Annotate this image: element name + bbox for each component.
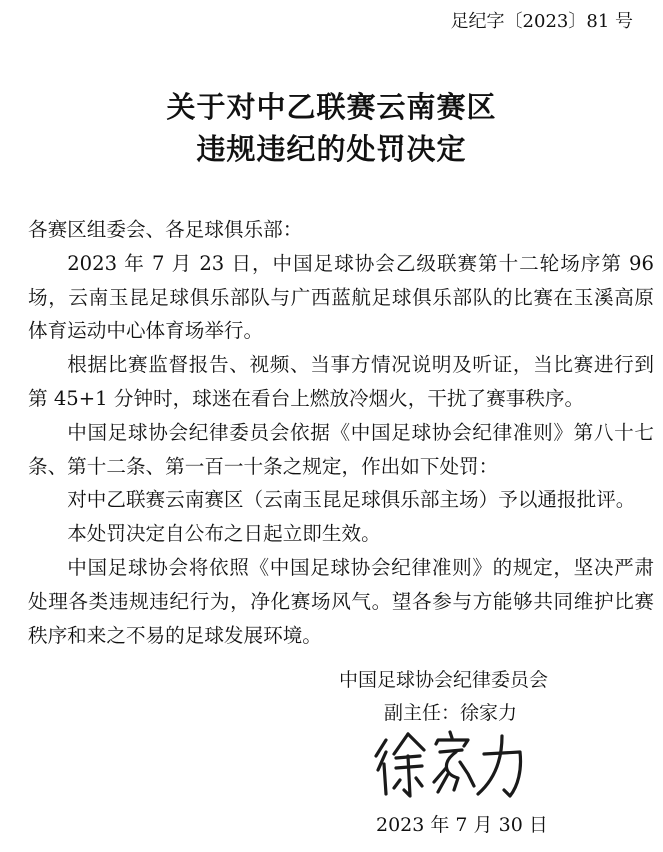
issuing-organization: 中国足球协会纪律委员会 [339,669,549,691]
document-number: 足纪字〔2023〕81 号 [450,11,633,32]
salutation: 各赛区组委会、各足球俱乐部： [28,218,303,241]
document-title-line-2: 违规违纪的处罚决定 [196,132,467,166]
paragraph-match-info: 2023 年 7 月 23 日，中国足球协会乙级联赛第十二轮场序第 96 场，云南玉昆足球俱乐部队与广西蓝航足球俱乐部队的比赛在玉溪高原体育运动中心体育场举行。 [28,251,654,343]
handwritten-signature [372,730,532,800]
paragraph-closing: 中国足球协会将依照《中国足球协会纪律准则》的规定，坚决严肃处理各类违规违纪行为，净化赛场风气。望各参与方能够共同维护比赛秩序和来之不易的足球发展环境。 [28,555,654,647]
paragraph-effective: 本处罚决定自公布之日起立即生效。 [67,522,381,546]
deputy-director-line: 副主任：徐家力 [384,702,518,724]
paragraph-incident: 根据比赛监督报告、视频、当事方情况说明及听证，当比赛进行到第 45+1 分钟时，球迷在看台上燃放冷烟火，干扰了赛事秩序。 [28,353,654,410]
paragraph-legal-basis: 中国足球协会纪律委员会依据《中国足球协会纪律准则》第八十七条、第十二条、第一百一十条之规定，作出如下处罚： [28,420,654,478]
document-title-line-1: 关于对中乙联赛云南赛区 [166,90,497,124]
paragraph-penalty: 对中乙联赛云南赛区（云南玉昆足球俱乐部主场）予以通报批评。 [67,488,636,512]
document-body [28,213,654,652]
signature-date: 2023 年 7 月 30 日 [376,814,548,836]
